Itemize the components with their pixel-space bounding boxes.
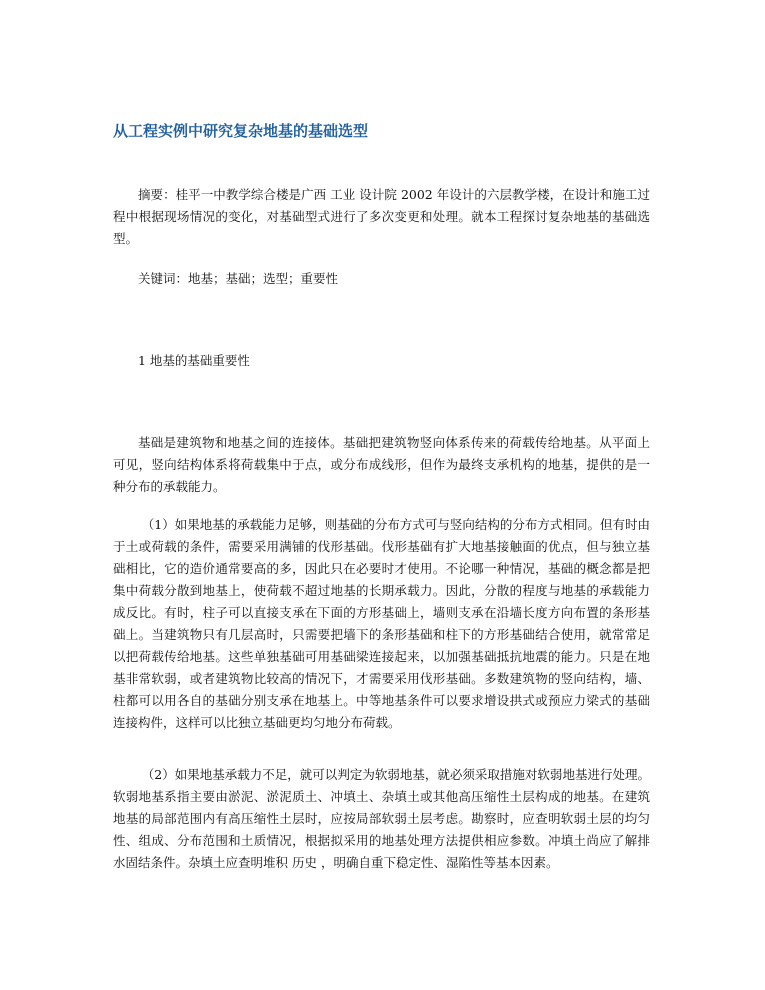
abstract-paragraph: 摘要：桂平一中教学综合楼是广西 工业 设计院 2002 年设计的六层教学楼，在设计和施工过程中根据现场情况的变化，对基础型式进行了多次变更和处理。就本工程探讨复杂地基的基础选型。	[113, 187, 650, 246]
keywords-line: 关键词：地基；基础；选型；重要性	[138, 271, 339, 286]
body-paragraph: 基础是建筑物和地基之间的连接体。基础把建筑物竖向体系传来的荷载传给地基。从平面上可见，竖向结构体系将荷载集中于点，或分布成线形，但作为最终支承机构的地基，提供的是一种分布的承载能力。	[113, 435, 650, 494]
section-heading: 1 地基的基础重要性	[138, 353, 250, 368]
body-paragraph: （2）如果地基承载力不足，就可以判定为软弱地基，就必须采取措施对软弱地基进行处理。软弱地基系指主要由淤泥、淤泥质土、冲填土、杂填土或其他高压缩性土层构成的地基。在建筑地基的局部范围内有高压缩性土层时，应按局部软弱土层考虑。勘察时，应查明软弱土层的均匀性、组成、分布范围和土质情况，根据拟采用的地基处理方法提供相应参数。冲填土尚应了解排水固结条件。杂填土应查明堆积 历史 ，明确自重下稳定性、湿陷性等基本因素。	[113, 767, 650, 870]
body-paragraph: （1）如果地基的承载能力足够，则基础的分布方式可与竖向结构的分布方式相同。但有时由于土或荷载的条件，需要采用满铺的伐形基础。伐形基础有扩大地基接触面的优点，但与独立基础相比，它的造价通常要高的多，因此只在必要时才使用。不论哪一种情况，基础的概念都是把集中荷载分散到地基上，使荷载不超过地基的长期承载力。因此，分散的程度与地基的承载能力成反比。有时，柱子可以直接支承在下面的方形基础上，墙则支承在沿墙长度方向布置的条形基础上。当建筑物只有几层高时，只需要把墙下的条形基础和柱下的方形基础结合使用，就常常足以把荷载传给地基。这些单独基础可用基础梁连接起来，以加强基础抵抗地震的能力。只是在地基非常软弱，或者建筑物比较高的情况下，才需要采用伐形基础。多数建筑物的竖向结构，墙、柱都可以用各自的基础分别支承在地基上。中等地基条件可以要求增设拱式或预应力梁式的基础连接构件，这样可以比独立基础更均匀地分布荷载。	[113, 517, 650, 730]
document-title: 从工程实例中研究复杂地基的基础选型	[113, 122, 369, 140]
